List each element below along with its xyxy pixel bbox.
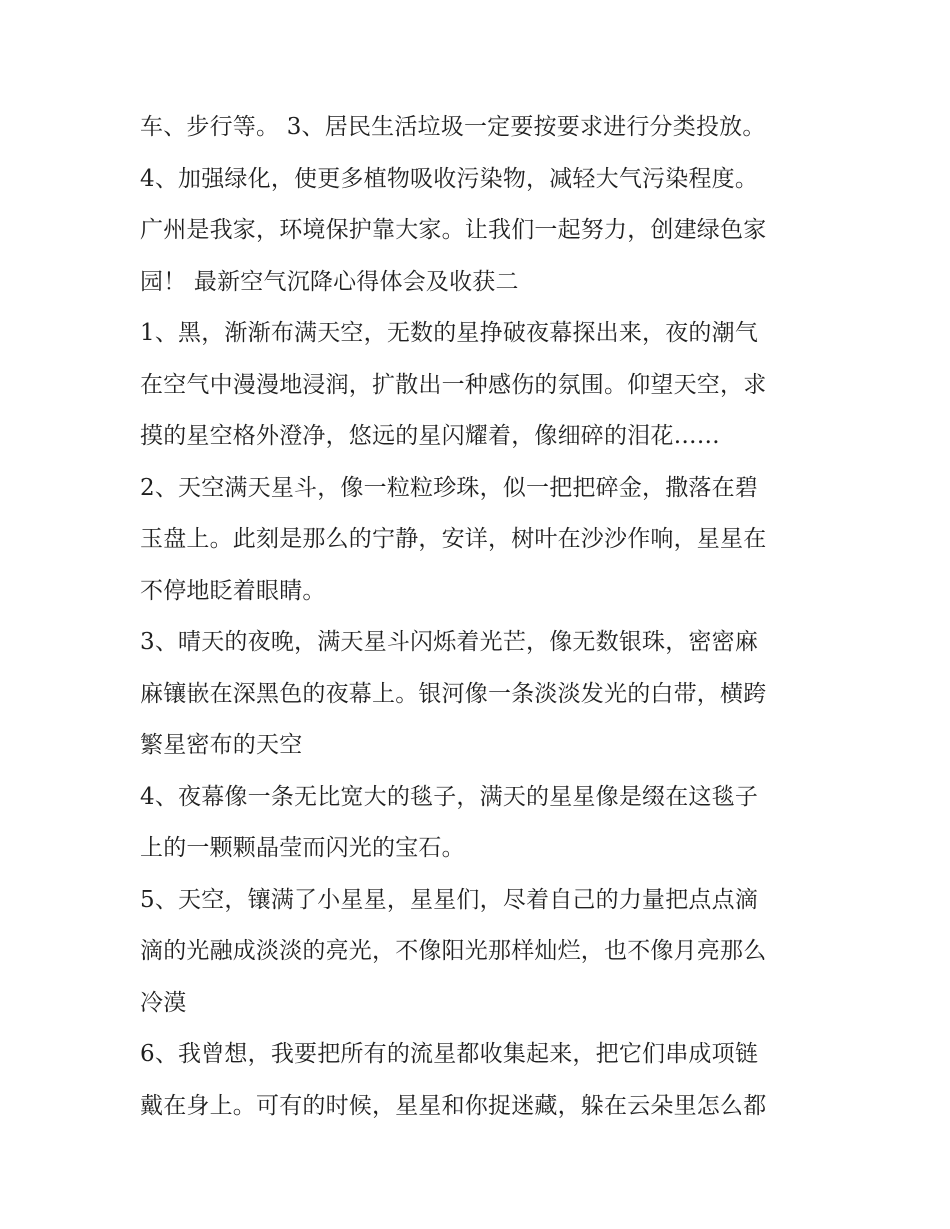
- text-line: 园！ 最新空气沉降心得体会及收获二: [140, 268, 519, 295]
- text-line: 冷漠: [140, 989, 187, 1016]
- text-line: 车、步行等。 3、居民生活垃圾一定要按要求进行分类投放。: [140, 114, 766, 140]
- text-line: 滴的光融成淡淡的亮光，不像阳光那样灿烂，也不像月亮那么: [140, 938, 767, 964]
- text-line: 广州是我家，环境保护靠大家。让我们一起努力，创建绿色家: [140, 217, 767, 243]
- text-line: 戴在身上。可有的时候，星星和你捉迷藏，躲在云朵里怎么都: [140, 1092, 767, 1119]
- text-line: 4、加强绿化，使更多植物吸收污染物，减轻大气污染程度。: [140, 165, 759, 192]
- text-line: 2、天空满天星斗，像一粒粒珍珠，似一把把碎金，撒落在碧: [140, 474, 759, 501]
- text-line: 繁星密布的天空: [140, 732, 303, 758]
- text-line: 不停地眨着眼睛。: [140, 577, 326, 604]
- text-line: 4、夜幕像一条无比宽大的毯子，满天的星星像是缀在这毯子: [140, 783, 759, 810]
- text-line: 6、我曾想，我要把所有的流星都收集起来，把它们串成项链: [140, 1041, 759, 1067]
- text-line: 5、天空，镶满了小星星，星星们，尽着自己的力量把点点滴: [140, 886, 759, 913]
- text-line: 在空气中漫漫地浸润，扩散出一种感伤的氛围。仰望天空，求: [140, 371, 767, 398]
- text-line: 玉盘上。此刻是那么的宁静，安详，树叶在沙沙作响，星星在: [140, 526, 767, 552]
- body-text: [140, 102, 830, 1132]
- text-line: 3、晴天的夜晚，满天星斗闪烁着光芒，像无数银珠，密密麻: [140, 629, 759, 655]
- text-line: 1、黑，渐渐布满天空，无数的星挣破夜幕探出来，夜的潮气: [140, 320, 759, 346]
- text-line: 摸的星空格外澄净，悠远的星闪耀着，像细碎的泪花……: [140, 423, 720, 449]
- text-line: 上的一颗颗晶莹而闪光的宝石。: [140, 835, 465, 861]
- text-line: 麻镶嵌在深黑色的夜幕上。银河像一条淡淡发光的白带，横跨: [140, 680, 767, 707]
